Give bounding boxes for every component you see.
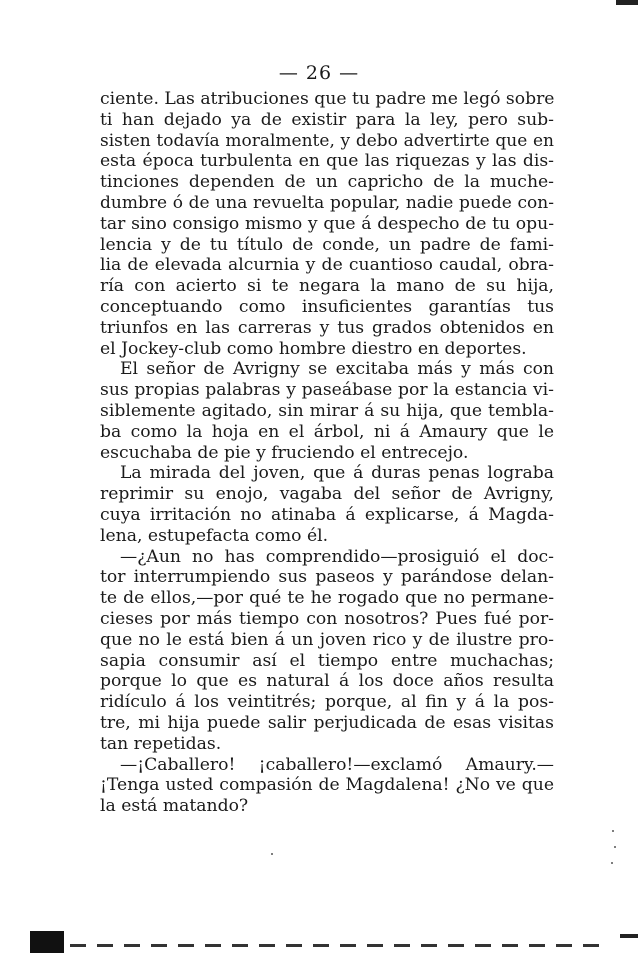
- text-line: ti han dejado ya de existir para la ley, pero sub-: [100, 109, 554, 130]
- text-line: La mirada del joven, que á duras penas lograba: [120, 463, 554, 484]
- text-line: tinciones dependen de un capricho de la muche-: [100, 172, 554, 193]
- text-line: ¡Tenga usted compasión de Magdalena! ¿No ve que: [100, 775, 554, 796]
- text-line: escuchaba de pie y fruciendo el entrecejo.: [100, 442, 469, 463]
- scan-corner-mark: [616, 0, 638, 5]
- text-line: ría con acierto si te negara la mano de su hija,: [100, 276, 554, 297]
- scan-footer-mark-right: [620, 934, 638, 938]
- body-text: [100, 89, 554, 817]
- text-line: esta época turbulenta en que las riquezas y las dis-: [100, 151, 554, 172]
- text-line: ba como la hoja en el árbol, ni á Amaury que le: [100, 421, 554, 442]
- scan-speck: [271, 853, 273, 855]
- text-line: ciente. Las atribuciones que tu padre me legó sobre: [100, 89, 554, 109]
- text-line: sapia consumir así el tiempo entre muchachas;: [100, 650, 554, 671]
- text-line: —¿Aun no has comprendido—prosiguió el doc-: [120, 546, 554, 567]
- text-line: te de ellos,—por qué te he rogado que no permane-: [100, 588, 554, 609]
- text-line: —¡Caballero! ¡caballero!—exclamó Amaury.—: [120, 754, 554, 775]
- text-line: que no le está bien á un joven rico y de ilustre pro-: [100, 629, 554, 650]
- text-line: la está matando?: [100, 796, 249, 817]
- scan-speck: [614, 846, 616, 848]
- text-line: conceptuando como insuficientes garantías tus: [100, 296, 554, 317]
- text-line: lencia y de tu título de conde, un padre de fami-: [100, 234, 554, 255]
- text-line: tar sino consigo mismo y que á despecho de tu opu-: [100, 213, 554, 234]
- text-line: sisten todavía moralmente, y debo advertirte que en: [100, 130, 554, 151]
- scan-speck: [612, 830, 614, 832]
- text-line: porque lo que es natural á los doce años resulta: [100, 671, 554, 692]
- text-line: dumbre ó de una revuelta popular, nadie puede con-: [100, 192, 554, 213]
- text-line: lena, estupefacta como él.: [100, 525, 329, 546]
- text-line: sus propias palabras y paseábase por la estancia vi-: [100, 380, 554, 401]
- text-line: tor interrumpiendo sus paseos y parándose delan-: [100, 567, 554, 588]
- text-line: reprimir su enojo, vagaba del señor de Avrigny,: [100, 484, 554, 505]
- text-line: cuya irritación no atinaba á explicarse, á Magda-: [100, 504, 554, 525]
- text-line: ridículo á los veintitrés; porque, al fin y á la pos-: [100, 692, 554, 713]
- scan-speck: [611, 862, 613, 864]
- text-line: tan repetidas.: [100, 733, 222, 754]
- page-number: — 26 —: [278, 62, 360, 84]
- text-line: tre, mi hija puede salir perjudicada de esas visitas: [100, 712, 554, 733]
- text-line: el Jockey-club como hombre diestro en deportes.: [100, 338, 527, 359]
- text-line: siblemente agitado, sin mirar á su hija, que tembla-: [100, 400, 554, 421]
- scan-footer-mark: [30, 931, 64, 953]
- text-line: lia de elevada alcurnia y de cuantioso caudal, obra-: [100, 255, 554, 276]
- scan-footer-rule: [70, 944, 610, 947]
- text-line: El señor de Avrigny se excitaba más y más con: [120, 359, 554, 380]
- text-line: cieses por más tiempo con nosotros? Pues fué por-: [100, 608, 554, 629]
- text-line: triunfos en las carreras y tus grados obtenidos en: [100, 317, 554, 338]
